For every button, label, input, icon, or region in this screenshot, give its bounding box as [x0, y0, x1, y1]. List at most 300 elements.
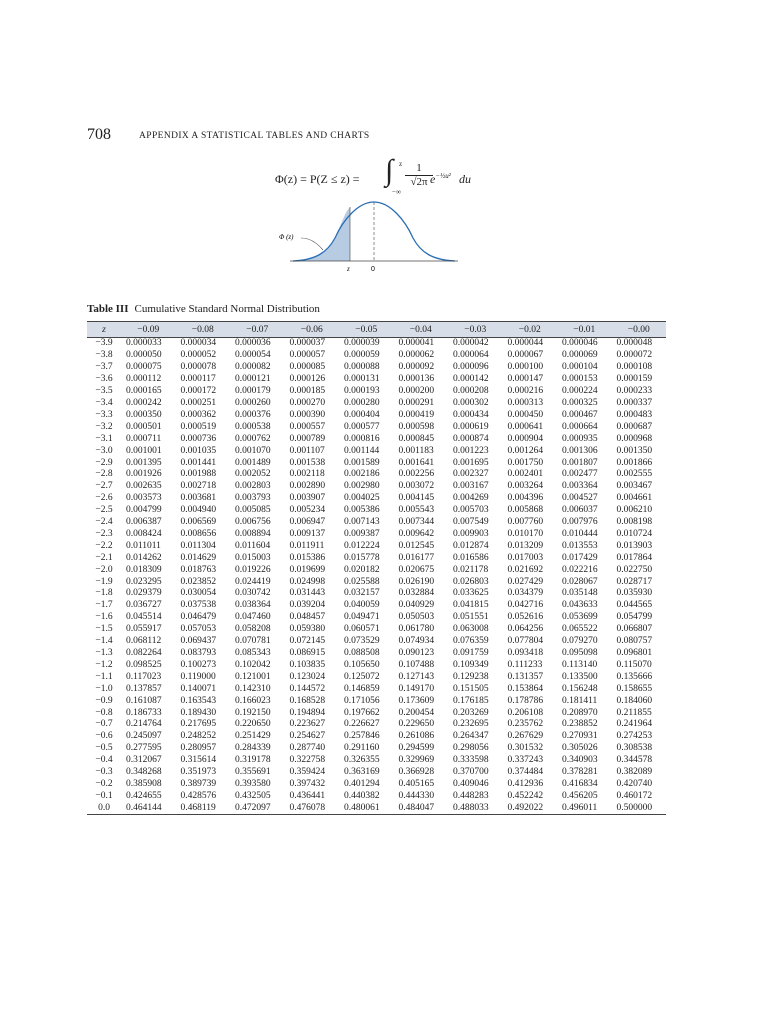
probability-cell: 0.003907 [289, 493, 326, 504]
probability-cell: 0.020182 [344, 564, 380, 575]
probability-cell: 0.144572 [289, 683, 326, 694]
probability-cell: 0.098525 [126, 659, 162, 670]
probability-cell: 0.003264 [507, 481, 544, 492]
table-row [87, 552, 666, 564]
probability-cell: 0.000687 [616, 421, 653, 432]
probability-cell: 0.000046 [562, 338, 598, 349]
probability-cell: 0.006387 [126, 517, 162, 528]
probability-cell: 0.010444 [562, 528, 598, 539]
probability-cell: 0.002555 [616, 469, 653, 480]
table-row [87, 433, 666, 445]
probability-cell: 0.060571 [344, 624, 380, 635]
probability-cell: 0.034379 [507, 588, 544, 599]
probability-cell: 0.035148 [562, 588, 598, 599]
probability-cell: 0.003072 [398, 481, 435, 492]
probability-cell: 0.460172 [616, 790, 653, 801]
probability-cell: 0.000062 [398, 350, 435, 361]
z-value-cell: 0.0 [87, 802, 121, 814]
probability-cell: 0.277595 [126, 743, 162, 754]
probability-cell: 0.083793 [180, 648, 217, 659]
probability-cell: 0.412936 [507, 778, 544, 789]
probability-cell: 0.220650 [235, 719, 271, 730]
probability-cell: 0.029379 [126, 588, 162, 599]
probability-cell: 0.096801 [616, 648, 653, 659]
probability-cell: 0.016177 [398, 552, 435, 563]
probability-cell: 0.010170 [507, 528, 544, 539]
probability-cell: 0.393580 [235, 778, 271, 789]
probability-cell: 0.223627 [289, 719, 326, 730]
probability-cell: 0.305026 [562, 743, 598, 754]
zero-label: 0 [371, 266, 375, 273]
table-row [87, 481, 666, 493]
table-number: Table III [87, 303, 129, 315]
probability-cell: 0.315614 [180, 755, 217, 766]
probability-cell: 0.002256 [398, 469, 435, 480]
probability-cell: 0.000598 [398, 421, 435, 432]
probability-cell: 0.073529 [344, 636, 380, 647]
probability-cell: 0.065522 [562, 624, 598, 635]
probability-cell: 0.020675 [398, 564, 435, 575]
probability-cell: 0.013903 [616, 540, 653, 551]
probability-cell: 0.028067 [562, 576, 598, 587]
z-value-cell: −0.5 [95, 743, 113, 754]
z-value-cell: −1.7 [95, 600, 113, 611]
probability-cell: 0.129238 [453, 671, 489, 682]
z-value-cell: −0.7 [95, 719, 113, 730]
exponent: −½u² [435, 172, 451, 180]
table-row [87, 659, 666, 671]
z-value-cell: −3.8 [95, 350, 113, 361]
probability-cell: 0.000153 [562, 374, 598, 385]
differential: du [459, 172, 471, 186]
probability-cell: 0.000260 [235, 397, 271, 408]
probability-cell: 0.184060 [616, 695, 653, 706]
probability-cell: 0.000052 [180, 350, 217, 361]
probability-cell: 0.025588 [344, 576, 380, 587]
z-value-cell: −2.4 [95, 517, 113, 528]
z-value-cell: −2.8 [95, 469, 113, 480]
probability-cell: 0.015386 [289, 552, 326, 563]
probability-cell: 0.173609 [398, 695, 435, 706]
probability-cell: 0.054799 [616, 612, 653, 623]
probability-cell: 0.456205 [562, 790, 598, 801]
phi-pointer [301, 238, 323, 250]
probability-cell: 0.008894 [235, 528, 271, 539]
probability-cell: 0.001926 [126, 469, 162, 480]
probability-cell: 0.015003 [235, 552, 271, 563]
probability-cell: 0.238852 [562, 719, 598, 730]
probability-cell: 0.008656 [180, 528, 217, 539]
probability-cell: 0.000280 [344, 397, 380, 408]
probability-cell: 0.023295 [126, 576, 162, 587]
probability-cell: 0.000789 [289, 433, 326, 444]
probability-cell: 0.496011 [557, 802, 612, 814]
table-row [87, 540, 666, 552]
table-row [87, 457, 666, 469]
probability-cell: 0.053699 [562, 612, 598, 623]
probability-cell: 0.006756 [235, 517, 271, 528]
probability-cell: 0.032884 [398, 588, 435, 599]
probability-cell: 0.208970 [562, 707, 598, 718]
table-row [87, 743, 666, 755]
probability-cell: 0.005386 [344, 505, 380, 516]
probability-cell: 0.002718 [180, 481, 217, 492]
probability-cell: 0.363169 [344, 767, 380, 778]
table-row [87, 386, 666, 398]
probability-cell: 0.051551 [453, 612, 489, 623]
probability-cell: 0.009903 [453, 528, 489, 539]
probability-cell: 0.002980 [344, 481, 380, 492]
probability-cell: 0.002118 [289, 469, 325, 480]
probability-cell: 0.319178 [235, 755, 271, 766]
probability-cell: 0.004269 [453, 493, 489, 504]
probability-cell: 0.107488 [398, 659, 435, 670]
probability-cell: 0.012224 [344, 540, 380, 551]
probability-cell: 0.000325 [562, 397, 598, 408]
probability-cell: 0.115070 [616, 659, 652, 670]
probability-cell: 0.226627 [344, 719, 380, 730]
probability-cell: 0.000172 [180, 386, 217, 397]
probability-cell: 0.257846 [344, 731, 380, 742]
probability-cell: 0.401294 [344, 778, 380, 789]
probability-cell: 0.161087 [126, 695, 162, 706]
probability-cell: 0.200454 [398, 707, 435, 718]
probability-cell: 0.241964 [616, 719, 653, 730]
phi-label: Φ (z) [279, 233, 294, 241]
probability-cell: 0.000044 [507, 338, 544, 349]
probability-cell: 0.385908 [126, 778, 162, 789]
probability-cell: 0.000034 [180, 338, 217, 349]
z-value-cell: −1.2 [95, 659, 113, 670]
column-header: −0.01 [557, 322, 612, 338]
probability-cell: 0.011604 [235, 540, 271, 551]
table-row [87, 612, 666, 624]
probability-cell: 0.000108 [616, 362, 653, 373]
probability-cell: 0.374484 [507, 767, 544, 778]
probability-cell: 0.109349 [453, 659, 489, 670]
probability-cell: 0.000042 [453, 338, 489, 349]
probability-cell: 0.007976 [562, 517, 598, 528]
probability-cell: 0.163543 [180, 695, 217, 706]
z-value-cell: −0.3 [95, 767, 113, 778]
probability-cell: 0.000041 [398, 338, 435, 349]
table-row [87, 505, 666, 517]
probability-cell: 0.011911 [289, 540, 325, 551]
cumulative-normal-table [87, 321, 666, 815]
z-value-cell: −0.1 [95, 790, 113, 801]
probability-cell: 0.009137 [289, 528, 326, 539]
probability-cell: 0.001807 [562, 457, 598, 468]
probability-cell: 0.061780 [398, 624, 435, 635]
table-row [87, 719, 666, 731]
probability-cell: 0.344578 [616, 755, 653, 766]
probability-cell: 0.000404 [344, 409, 380, 420]
probability-cell: 0.270931 [562, 731, 598, 742]
probability-cell: 0.000467 [562, 409, 598, 420]
probability-cell: 0.484047 [394, 802, 449, 814]
probability-cell: 0.000100 [507, 362, 544, 373]
probability-cell: 0.095098 [562, 648, 598, 659]
probability-cell: 0.117023 [126, 671, 162, 682]
probability-cell: 0.000179 [235, 386, 271, 397]
probability-cell: 0.033625 [453, 588, 489, 599]
probability-cell: 0.405165 [398, 778, 435, 789]
probability-cell: 0.214764 [126, 719, 162, 730]
probability-cell: 0.000968 [616, 433, 653, 444]
probability-cell: 0.001144 [344, 445, 380, 456]
probability-cell: 0.000291 [398, 397, 435, 408]
integral-sign: ∫ [385, 154, 394, 187]
probability-cell: 0.019226 [235, 564, 271, 575]
table-title: Cumulative Standard Normal Distribution [134, 303, 320, 315]
probability-cell: 0.000664 [562, 421, 598, 432]
probability-cell: 0.000104 [562, 362, 598, 373]
probability-cell: 0.189430 [180, 707, 217, 718]
probability-cell: 0.131357 [507, 671, 544, 682]
probability-cell: 0.420740 [616, 778, 653, 789]
probability-cell: 0.011304 [180, 540, 216, 551]
probability-cell: 0.023852 [180, 576, 217, 587]
probability-cell: 0.001589 [344, 457, 380, 468]
probability-cell: 0.488033 [448, 802, 503, 814]
probability-cell: 0.005085 [235, 505, 271, 516]
probability-cell: 0.133500 [562, 671, 598, 682]
z-value-cell: −1.1 [95, 671, 113, 682]
probability-cell: 0.000216 [507, 386, 544, 397]
probability-cell: 0.137857 [126, 683, 162, 694]
probability-cell: 0.000501 [126, 421, 162, 432]
probability-cell: 0.009387 [344, 528, 380, 539]
probability-cell: 0.000147 [507, 374, 544, 385]
probability-cell: 0.002327 [453, 469, 489, 480]
probability-cell: 0.013209 [507, 540, 544, 551]
probability-cell: 0.066807 [616, 624, 653, 635]
probability-cell: 0.001223 [453, 445, 489, 456]
probability-cell: 0.452242 [507, 790, 544, 801]
probability-cell: 0.000193 [344, 386, 380, 397]
probability-cell: 0.432505 [235, 790, 271, 801]
probability-cell: 0.476078 [285, 802, 340, 814]
probability-cell: 0.006210 [616, 505, 653, 516]
probability-cell: 0.436441 [289, 790, 326, 801]
probability-cell: 0.322758 [289, 755, 326, 766]
probability-cell: 0.149170 [398, 683, 435, 694]
table-row [87, 421, 666, 433]
probability-cell: 0.042716 [507, 600, 544, 611]
probability-cell: 0.000072 [616, 350, 653, 361]
column-header: −0.04 [394, 322, 449, 338]
probability-cell: 0.018309 [126, 564, 162, 575]
probability-cell: 0.046479 [180, 612, 217, 623]
probability-cell: 0.140071 [180, 683, 217, 694]
probability-cell: 0.088508 [344, 648, 380, 659]
probability-cell: 0.146859 [344, 683, 380, 694]
probability-cell: 0.093418 [507, 648, 544, 659]
lower-limit: −∞ [392, 188, 401, 196]
probability-cell: 0.039204 [289, 600, 326, 611]
probability-cell: 0.428576 [180, 790, 217, 801]
probability-cell: 0.004025 [344, 493, 380, 504]
probability-cell: 0.000251 [180, 397, 217, 408]
probability-cell: 0.351973 [180, 767, 217, 778]
z-value-cell: −0.4 [95, 755, 113, 766]
z-value-cell: −2.1 [95, 552, 113, 563]
probability-cell: 0.308538 [616, 743, 653, 754]
probability-cell: 0.000762 [235, 433, 271, 444]
probability-cell: 0.000483 [616, 409, 653, 420]
probability-cell: 0.206108 [507, 707, 544, 718]
probability-cell: 0.030742 [235, 588, 271, 599]
table-row [87, 648, 666, 660]
probability-cell: 0.000082 [235, 362, 271, 373]
probability-cell: 0.001395 [126, 457, 162, 468]
probability-cell: 0.048457 [289, 612, 326, 623]
table-row [87, 493, 666, 505]
probability-cell: 0.026190 [398, 576, 435, 587]
table-row [87, 671, 666, 683]
z-value-cell: −3.3 [95, 409, 113, 420]
probability-cell: 0.000054 [235, 350, 271, 361]
probability-cell: 0.008424 [126, 528, 162, 539]
probability-cell: 0.468119 [176, 802, 231, 814]
table-row [87, 695, 666, 707]
probability-cell: 0.294599 [398, 743, 435, 754]
probability-cell: 0.000088 [344, 362, 380, 373]
probability-cell: 0.001264 [507, 445, 544, 456]
probability-cell: 0.001866 [616, 457, 653, 468]
z-value-cell: −2.9 [95, 457, 113, 468]
denominator: √2π [405, 175, 433, 188]
probability-cell: 0.027429 [507, 576, 544, 587]
column-header: −0.08 [176, 322, 231, 338]
probability-cell: 0.000117 [180, 374, 216, 385]
probability-cell: 0.312067 [126, 755, 162, 766]
probability-cell: 0.019699 [289, 564, 326, 575]
probability-cell: 0.014262 [126, 552, 162, 563]
probability-cell: 0.000362 [180, 409, 217, 420]
probability-cell: 0.472097 [230, 802, 285, 814]
probability-cell: 0.002401 [507, 469, 544, 480]
probability-cell: 0.014629 [180, 552, 217, 563]
probability-cell: 0.030054 [180, 588, 217, 599]
probability-cell: 0.000242 [126, 397, 162, 408]
probability-cell: 0.151505 [453, 683, 489, 694]
probability-cell: 0.011011 [126, 540, 161, 551]
column-header: −0.09 [121, 322, 176, 338]
probability-cell: 0.000057 [289, 350, 326, 361]
probability-cell: 0.001306 [562, 445, 598, 456]
probability-cell: 0.052616 [507, 612, 544, 623]
probability-cell: 0.125072 [344, 671, 380, 682]
probability-cell: 0.103835 [289, 659, 326, 670]
probability-cell: 0.003167 [453, 481, 489, 492]
probability-cell: 0.000904 [507, 433, 544, 444]
column-header: −0.06 [285, 322, 340, 338]
numerator: 1 [416, 162, 422, 174]
probability-cell: 0.000390 [289, 409, 326, 420]
table-row [87, 469, 666, 481]
z-value-cell: −3.7 [95, 362, 113, 373]
probability-cell: 0.176185 [453, 695, 489, 706]
probability-cell: 0.158655 [616, 683, 653, 694]
probability-cell: 0.178786 [507, 695, 544, 706]
probability-cell: 0.064256 [507, 624, 544, 635]
probability-cell: 0.017864 [616, 552, 653, 563]
probability-cell: 0.355691 [235, 767, 271, 778]
z-value-cell: −3.5 [95, 386, 113, 397]
probability-cell: 0.000126 [289, 374, 326, 385]
probability-cell: 0.017429 [562, 552, 598, 563]
probability-cell: 0.032157 [344, 588, 380, 599]
probability-cell: 0.007760 [507, 517, 544, 528]
probability-cell: 0.040059 [344, 600, 380, 611]
table-row [87, 350, 666, 362]
probability-cell: 0.000037 [289, 338, 326, 349]
probability-cell: 0.378281 [562, 767, 598, 778]
probability-cell: 0.301532 [507, 743, 544, 754]
probability-cell: 0.142310 [235, 683, 271, 694]
table-header-row [87, 322, 666, 338]
table-row [87, 779, 666, 791]
z-value-cell: −2.3 [95, 528, 113, 539]
probability-cell: 0.166023 [235, 695, 271, 706]
probability-cell: 0.000874 [453, 433, 489, 444]
probability-cell: 0.000131 [344, 374, 380, 385]
probability-cell: 0.329969 [398, 755, 435, 766]
probability-cell: 0.264347 [453, 731, 489, 742]
probability-cell: 0.156248 [562, 683, 598, 694]
probability-cell: 0.102042 [235, 659, 271, 670]
z-value-cell: −3.2 [95, 421, 113, 432]
probability-cell: 0.000136 [398, 374, 435, 385]
probability-cell: 0.057053 [180, 624, 217, 635]
probability-cell: 0.000816 [344, 433, 380, 444]
probability-cell: 0.001750 [507, 457, 544, 468]
probability-cell: 0.000165 [126, 386, 162, 397]
probability-cell: 0.186733 [126, 707, 162, 718]
probability-cell: 0.021178 [453, 564, 489, 575]
probability-cell: 0.113140 [562, 659, 598, 670]
probability-cell: 0.000419 [398, 409, 435, 420]
exponent-base: e [430, 172, 436, 186]
z-value-cell: −1.8 [95, 588, 113, 599]
probability-cell: 0.002635 [126, 481, 162, 492]
probability-cell: 0.001988 [180, 469, 217, 480]
probability-cell: 0.005868 [507, 505, 544, 516]
probability-cell: 0.000200 [398, 386, 435, 397]
probability-cell: 0.366928 [398, 767, 435, 778]
z-label: z [347, 265, 350, 273]
probability-cell: 0.004527 [562, 493, 598, 504]
probability-cell: 0.100273 [180, 659, 217, 670]
z-value-cell: −2.5 [95, 505, 113, 516]
probability-cell: 0.091759 [453, 648, 489, 659]
probability-cell: 0.038364 [235, 600, 271, 611]
probability-cell: 0.127143 [398, 671, 435, 682]
probability-cell: 0.000350 [126, 409, 162, 420]
normal-curve-figure [275, 198, 475, 274]
probability-cell: 0.000711 [126, 433, 162, 444]
probability-cell: 0.000935 [562, 433, 598, 444]
probability-cell: 0.016586 [453, 552, 489, 563]
probability-cell: 0.291160 [344, 743, 380, 754]
probability-cell: 0.000092 [398, 362, 435, 373]
page-number: 708 [87, 126, 111, 143]
probability-cell: 0.480061 [339, 802, 394, 814]
probability-cell: 0.416834 [562, 778, 598, 789]
probability-cell: 0.013553 [562, 540, 598, 551]
probability-cell: 0.000641 [507, 421, 544, 432]
